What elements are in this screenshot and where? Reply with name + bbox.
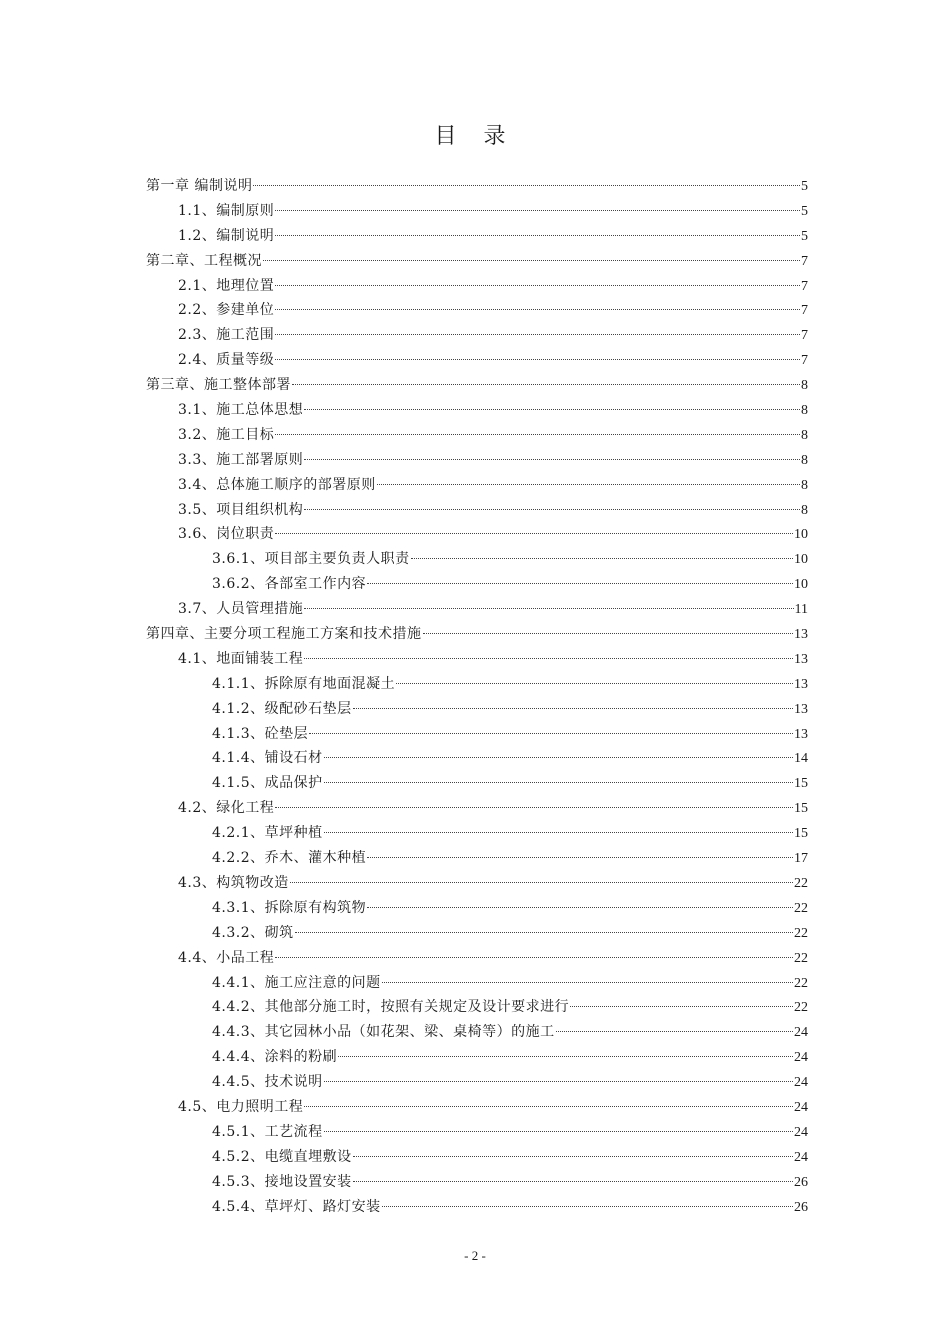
toc-entry-title: 4.1.2、级配砂石垫层 — [212, 700, 352, 717]
toc-entry[interactable] — [146, 522, 808, 547]
table-of-contents — [146, 174, 808, 1219]
toc-dot-leader — [292, 384, 800, 385]
toc-entry-page: 8 — [801, 477, 808, 493]
toc-entry-title: 4.4.4、涂料的粉刷 — [212, 1049, 338, 1066]
toc-entry-page: 15 — [794, 776, 808, 792]
toc-entry[interactable] — [146, 871, 808, 896]
toc-dot-leader — [324, 757, 793, 758]
toc-entry-title: 4.4.2、其他部分施工时，按照有关规定及设计要求进行 — [212, 999, 570, 1016]
toc-entry-page: 17 — [794, 851, 808, 867]
toc-entry[interactable] — [146, 1095, 808, 1120]
toc-dot-leader — [295, 932, 793, 933]
toc-entry[interactable] — [146, 298, 808, 323]
toc-entry-title: 1.1、编制原则 — [178, 202, 275, 219]
toc-entry-page: 15 — [794, 826, 808, 842]
toc-entry-page: 8 — [801, 502, 808, 518]
toc-entry-page: 11 — [794, 602, 808, 618]
toc-entry[interactable] — [146, 199, 808, 224]
toc-entry-page: 13 — [794, 676, 808, 692]
toc-entry[interactable] — [146, 921, 808, 946]
toc-entry[interactable] — [146, 174, 808, 199]
toc-entry-title: 3.2、施工目标 — [178, 426, 275, 443]
toc-entry[interactable] — [146, 274, 808, 299]
toc-entry-title: 4.1.5、成品保护 — [212, 775, 323, 792]
toc-entry[interactable] — [146, 896, 808, 921]
toc-entry-title: 4.2、绿化工程 — [178, 800, 275, 817]
toc-entry-page: 8 — [801, 427, 808, 443]
toc-entry-title: 4.1.3、砼垫层 — [212, 725, 309, 742]
toc-entry-page: 7 — [801, 353, 808, 369]
toc-dot-leader — [275, 807, 793, 808]
toc-entry[interactable] — [146, 995, 808, 1020]
toc-entry-title: 4.5、电力照明工程 — [178, 1098, 304, 1115]
toc-dot-leader — [382, 982, 793, 983]
toc-dot-leader — [423, 633, 794, 634]
toc-entry-page: 5 — [801, 179, 808, 194]
toc-dot-leader — [338, 1056, 793, 1057]
toc-entry[interactable] — [146, 1195, 808, 1220]
toc-entry[interactable] — [146, 473, 808, 498]
page-number: - 2 - — [464, 1248, 486, 1263]
toc-entry[interactable] — [146, 1145, 808, 1170]
toc-entry-title: 4.4.5、技术说明 — [212, 1074, 323, 1091]
toc-dot-leader — [396, 683, 793, 684]
toc-dot-leader — [353, 1156, 793, 1157]
toc-entry-page: 7 — [801, 328, 808, 344]
toc-entry-page: 22 — [794, 950, 808, 966]
toc-entry-title: 4.4、小品工程 — [178, 949, 275, 966]
toc-dot-leader — [275, 359, 800, 360]
toc-entry-page: 13 — [794, 651, 808, 667]
toc-entry-page: 22 — [794, 1000, 808, 1016]
toc-dot-leader — [304, 608, 793, 609]
toc-entry-title: 4.2.2、乔木、灌木种植 — [212, 850, 367, 867]
toc-entry-title: 第四章、主要分项工程施工方案和技术措施 — [146, 626, 422, 643]
toc-entry-title: 第三章、施工整体部署 — [146, 377, 291, 394]
toc-entry[interactable] — [146, 647, 808, 672]
toc-entry-page: 7 — [801, 303, 808, 319]
toc-dot-leader — [263, 260, 800, 261]
toc-entry-page: 14 — [794, 751, 808, 767]
toc-dot-leader — [304, 658, 793, 659]
toc-entry-title: 4.2.1、草坪种植 — [212, 825, 323, 842]
toc-dot-leader — [304, 459, 800, 460]
toc-entry-page: 13 — [794, 701, 808, 717]
toc-dot-leader — [353, 708, 793, 709]
toc-entry-page: 24 — [794, 1025, 808, 1041]
toc-entry-title: 3.4、总体施工顺序的部署原则 — [178, 476, 376, 493]
toc-entry-title: 3.6.2、各部室工作内容 — [212, 576, 367, 593]
toc-dot-leader — [275, 309, 800, 310]
toc-dot-leader — [304, 1106, 793, 1107]
toc-dot-leader — [275, 434, 800, 435]
toc-entry-page: 22 — [794, 900, 808, 916]
toc-dot-leader — [367, 907, 793, 908]
toc-entry-title: 4.5.4、草坪灯、路灯安装 — [212, 1198, 381, 1215]
toc-dot-leader — [304, 409, 800, 410]
toc-entry-page: 24 — [794, 1149, 808, 1165]
toc-entry[interactable] — [146, 771, 808, 796]
page-title: 目 录 — [434, 124, 516, 149]
toc-entry-page: 7 — [801, 253, 808, 269]
toc-entry-page: 13 — [794, 726, 808, 742]
toc-dot-leader — [275, 334, 800, 335]
toc-entry[interactable] — [146, 597, 808, 622]
toc-entry[interactable] — [146, 572, 808, 597]
toc-entry[interactable] — [146, 224, 808, 249]
toc-entry-page: 13 — [794, 627, 808, 643]
toc-entry[interactable] — [146, 423, 808, 448]
toc-entry-page: 8 — [801, 378, 808, 394]
toc-entry-title: 2.2、参建单位 — [178, 302, 275, 319]
toc-entry-page: 22 — [794, 925, 808, 941]
toc-entry-page: 26 — [794, 1174, 808, 1190]
toc-entry-page: 10 — [794, 527, 808, 543]
toc-dot-leader — [367, 857, 793, 858]
toc-dot-leader — [275, 210, 800, 211]
toc-entry-title: 1.2、编制说明 — [178, 227, 275, 244]
toc-entry[interactable] — [146, 1020, 808, 1045]
toc-entry-title: 3.1、施工总体思想 — [178, 402, 304, 419]
toc-entry-title: 2.1、地理位置 — [178, 277, 275, 294]
toc-entry-page: 5 — [801, 203, 808, 219]
toc-entry[interactable] — [146, 697, 808, 722]
toc-entry-title: 4.1、地面铺装工程 — [178, 650, 304, 667]
toc-entry-page: 10 — [794, 552, 808, 568]
toc-entry[interactable] — [146, 398, 808, 423]
toc-entry-title: 3.5、项目组织机构 — [178, 501, 304, 518]
toc-entry-page: 26 — [794, 1199, 808, 1215]
toc-dot-leader — [309, 733, 793, 734]
toc-entry-page: 24 — [794, 1050, 808, 1066]
toc-dot-leader — [253, 185, 800, 186]
toc-dot-leader — [324, 782, 793, 783]
toc-entry[interactable] — [146, 672, 808, 697]
toc-entry-title: 4.3、构筑物改造 — [178, 874, 289, 891]
toc-entry[interactable] — [146, 1170, 808, 1195]
toc-entry-title: 4.1.4、铺设石材 — [212, 750, 323, 767]
toc-entry-title: 4.1.1、拆除原有地面混凝土 — [212, 675, 396, 692]
toc-entry[interactable] — [146, 796, 808, 821]
toc-entry-title: 3.7、人员管理措施 — [178, 601, 304, 618]
toc-entry-title: 4.4.3、其它园林小品（如花架、梁、桌椅等）的施工 — [212, 1024, 555, 1041]
toc-entry-title: 3.6.1、项目部主要负责人职责 — [212, 551, 410, 568]
toc-dot-leader — [324, 832, 793, 833]
toc-dot-leader — [304, 509, 800, 510]
toc-dot-leader — [275, 235, 800, 236]
toc-entry[interactable] — [146, 348, 808, 373]
toc-entry[interactable] — [146, 946, 808, 971]
toc-entry[interactable] — [146, 498, 808, 523]
toc-entry-title: 2.3、施工范围 — [178, 327, 275, 344]
toc-dot-leader — [290, 882, 793, 883]
toc-entry-page: 24 — [794, 1075, 808, 1091]
toc-entry[interactable] — [146, 547, 808, 572]
toc-dot-leader — [570, 1006, 793, 1007]
toc-entry-page: 15 — [794, 801, 808, 817]
toc-dot-leader — [324, 1081, 793, 1082]
toc-entry[interactable] — [146, 373, 808, 398]
toc-entry-title: 4.4.1、施工应注意的问题 — [212, 974, 381, 991]
toc-entry-title: 第二章、工程概况 — [146, 252, 262, 269]
toc-entry-title: 第一章 编制说明 — [146, 178, 253, 194]
toc-entry[interactable] — [146, 323, 808, 348]
toc-entry-title: 2.4、质量等级 — [178, 352, 275, 369]
toc-dot-leader — [367, 583, 793, 584]
toc-entry[interactable] — [146, 722, 808, 747]
toc-entry[interactable] — [146, 971, 808, 996]
toc-entry[interactable] — [146, 1045, 808, 1070]
toc-entry-title: 4.5.3、接地设置安装 — [212, 1173, 352, 1190]
toc-dot-leader — [324, 1131, 793, 1132]
toc-entry-title: 4.3.2、砌筑 — [212, 924, 294, 941]
toc-dot-leader — [275, 533, 793, 534]
toc-entry-page: 8 — [801, 452, 808, 468]
toc-entry[interactable] — [146, 1070, 808, 1095]
toc-entry-title: 4.3.1、拆除原有构筑物 — [212, 899, 367, 916]
toc-dot-leader — [556, 1031, 793, 1032]
toc-entry-title: 3.3、施工部署原则 — [178, 451, 304, 468]
toc-dot-leader — [382, 1206, 793, 1207]
toc-dot-leader — [377, 484, 800, 485]
toc-entry-page: 5 — [801, 228, 808, 244]
toc-entry-page: 7 — [801, 278, 808, 294]
toc-dot-leader — [353, 1181, 793, 1182]
toc-entry-title: 4.5.1、工艺流程 — [212, 1123, 323, 1140]
toc-entry[interactable] — [146, 746, 808, 771]
toc-entry[interactable] — [146, 821, 808, 846]
toc-entry-page: 24 — [794, 1099, 808, 1115]
toc-entry[interactable] — [146, 1120, 808, 1145]
toc-entry-page: 8 — [801, 403, 808, 419]
toc-dot-leader — [275, 957, 793, 958]
toc-entry-page: 22 — [794, 975, 808, 991]
toc-entry-title: 4.5.2、电缆直埋敷设 — [212, 1148, 352, 1165]
toc-entry[interactable] — [146, 448, 808, 473]
toc-entry[interactable] — [146, 846, 808, 871]
toc-entry[interactable] — [146, 249, 808, 274]
toc-dot-leader — [275, 285, 800, 286]
toc-entry-page: 22 — [794, 875, 808, 891]
toc-entry[interactable] — [146, 622, 808, 647]
toc-entry-title: 3.6、岗位职责 — [178, 526, 275, 543]
toc-dot-leader — [411, 558, 793, 559]
toc-entry-page: 10 — [794, 577, 808, 593]
toc-entry-page: 24 — [794, 1124, 808, 1140]
